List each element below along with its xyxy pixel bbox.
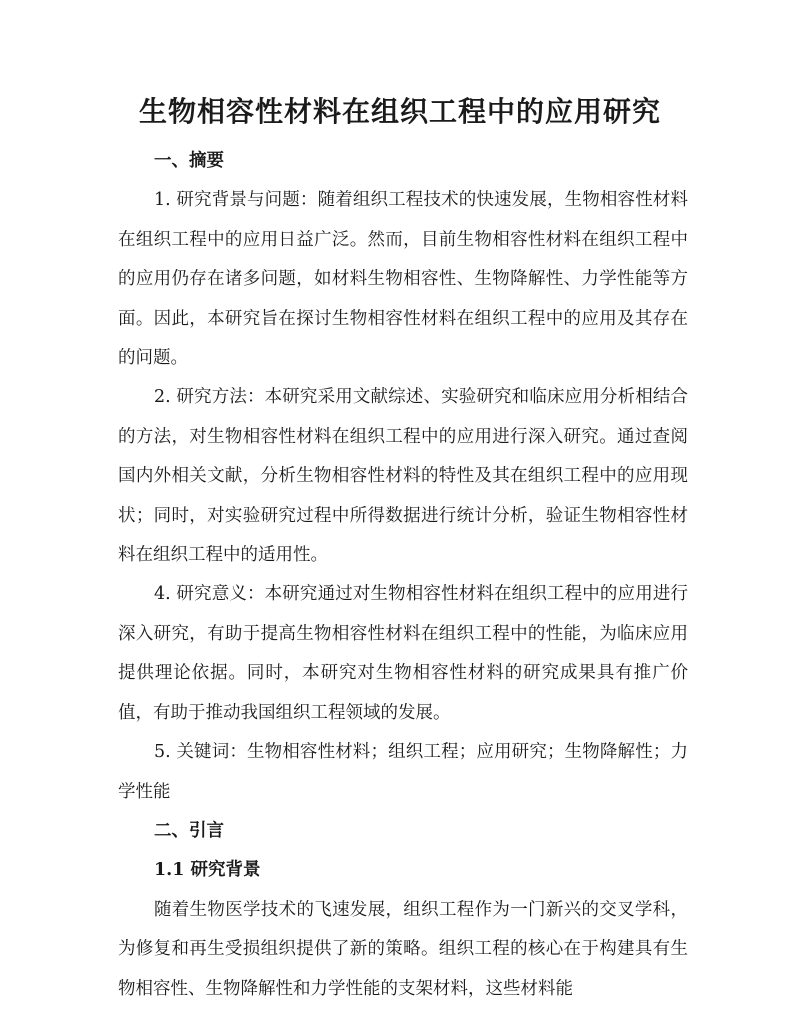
- document-body: [118, 142, 688, 1009]
- paragraph-significance: 4. 研究意义：本研究通过对生物相容性材料在组织工程中的应用进行深入研究，有助于提高生物相容性材料在组织工程中的性能，为临床应用提供理论依据。同时，本研究对生物相容性材料的研究成果具有推广价值，有助于推动我国组织工程领域的发展。: [118, 584, 688, 723]
- paragraph-methods: 2. 研究方法：本研究采用文献综述、实验研究和临床应用分析相结合的方法，对生物相容性材料在组织工程中的应用进行深入研究。通过查阅国内外相关文献，分析生物相容性材料的特性及其在组织工程中的应用现状；同时，对实验研究过程中所得数据进行统计分析，验证生物相容性材料在组织工程中的适用性。: [118, 387, 688, 566]
- paragraph-background: 1. 研究背景与问题：随着组织工程技术的快速发展，生物相容性材料在组织工程中的应用日益广泛。然而，目前生物相容性材料在组织工程中的应用仍存在诸多问题，如材料生物相容性、生物降解性、力学性能等方面。因此，本研究旨在探讨生物相容性材料在组织工程中的应用及其存在的问题。: [118, 190, 688, 369]
- document-title: 生物相容性材料在组织工程中的应用研究: [138, 95, 661, 128]
- paragraph-keywords: 5. 关键词：生物相容性材料；组织工程；应用研究；生物降解性；力学性能: [118, 742, 688, 802]
- subsection-heading: 1.1 研究背景: [154, 860, 261, 881]
- section-heading: 一、摘要: [154, 151, 224, 171]
- section-abstract: [118, 142, 688, 812]
- paragraph-intro: 随着生物医学技术的飞速发展，组织工程作为一门新兴的交叉学科，为修复和再生受损组织提供了新的策略。组织工程的核心在于构建具有生物相容性、生物降解性和力学性能的支架材料，这些材料能: [118, 899, 688, 999]
- section-introduction: [118, 812, 688, 1009]
- section-heading: 二、引言: [154, 820, 224, 841]
